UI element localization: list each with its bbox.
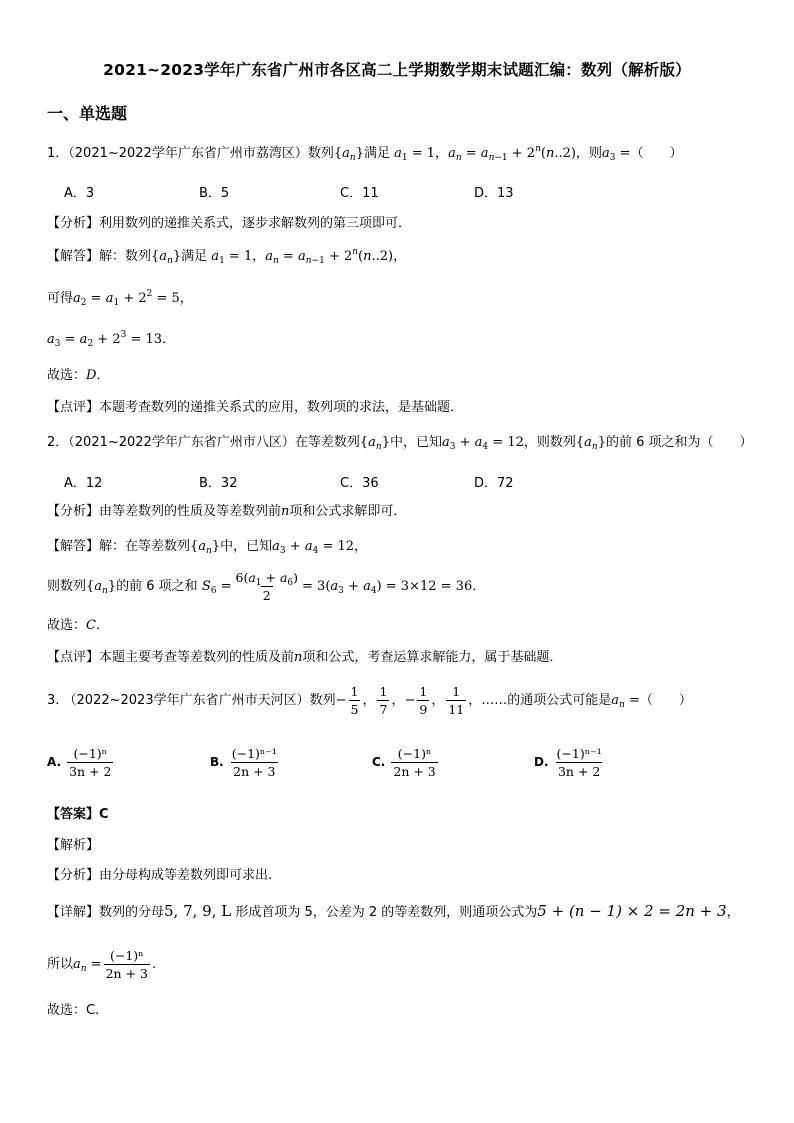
q1-option-a: A．3 <box>64 186 95 201</box>
q2-answer: 故选：C． <box>47 618 109 633</box>
q3-option-b: B. $\frac{\text{(−1)ⁿ⁻¹}}{2n + 3}$ <box>210 746 277 779</box>
q3-option-a: A. $\frac{\text{(−1)ⁿ}}{3n + 2}$ <box>47 746 112 779</box>
q3-option-c: C. $\frac{\text{(−1)ⁿ}}{2n + 3}$ <box>372 746 436 779</box>
q3-jiexi: 【解析】 <box>47 838 100 853</box>
q2-comment: 【点评】本题主要考查等差数列的性质及前n项和公式，考查运算求解能力，属于基础题． <box>47 650 563 665</box>
q1-option-b: B．5 <box>199 186 230 201</box>
document-title: 2021~2023学年广东省广州市各区高二上学期数学期末试题汇编：数列（解析版） <box>103 61 691 79</box>
q2-step: 则数列$\{a_n\}$的前 6 项之和 $S_6$ = $\frac{6(a_1 + a_6)}{2}$ = $3(a_3 + a_4) = 3\times 12 = 36$． <box>47 570 486 603</box>
q3-analysis: 【分析】由分母构成等差数列即可求出. <box>47 868 273 883</box>
q3-detail: 【详解】数列的分母5, 7, 9, L 形成首项为 5，公差为 2 的等差数列，则通项公式为5 + (n − 1) × 2 = 2n + 3， <box>47 902 740 920</box>
q3-stem: 3. （2022~2023学年广东省广州市天河区）数列− $\frac{1}{5}$ ， $\frac{1}{7}$ ，− $\frac{1}{9}$ ， $\frac{1}{11}$ ，……的通项公式可能是$a_n$ =（ ） <box>47 684 692 717</box>
q3-conclusion: 所以$a_n$ = $\frac{\text{(−1)ⁿ}}{2n + 3}$ . <box>47 948 157 981</box>
q3-answer-tag: 【答案】C <box>47 807 109 822</box>
q1-analysis: 【分析】利用数列的递推关系式，逐步求解数列的第三项即可． <box>47 216 412 231</box>
q1-stem: 1．（2021~2022学年广东省广州市荔湾区）数列$\{a_n\}$满足 $a_1 = 1$，$a_n = a_{n-1} + 2^n(n..2)$，则$a_3$ =（ ） <box>47 144 683 163</box>
q1-comment: 【点评】本题考查数列的递推关系式的应用，数列项的求法，是基础题． <box>47 400 464 415</box>
q1-option-c: C．11 <box>340 186 379 201</box>
q2-option-b: B．32 <box>199 476 238 491</box>
q3-answer: 故选：C. <box>47 1003 100 1018</box>
q1-answer: 故选：D． <box>47 368 110 383</box>
q2-analysis: 【分析】由等差数列的性质及等差数列前n项和公式求解即可． <box>47 504 407 519</box>
q3-term-1: $\frac{1}{5}$ <box>350 684 359 717</box>
q2-option-a: A．12 <box>64 476 103 491</box>
q3-final-fraction: $\frac{\text{(−1)ⁿ}}{2n + 3}$ <box>105 948 148 981</box>
q1-step-2: $a_3 = a_2 + 2^3 = 13$． <box>47 330 176 349</box>
q1-option-d: D．13 <box>474 186 514 201</box>
q3-term-4: $\frac{1}{11}$ <box>448 684 465 717</box>
q3-option-d: D. $\frac{\text{(−1)ⁿ⁻¹}}{3n + 2}$ <box>534 746 602 779</box>
q1-step-1: 可得$a_2 = a_1 + 2^2 = 5$， <box>47 289 193 308</box>
q3-term-3: $\frac{1}{9}$ <box>419 684 428 717</box>
q2-sum-fraction: $\frac{6(a_1 + a_6)}{2}$ <box>235 570 299 603</box>
q2-solution: 【解答】解：在等差数列$\{a_n\}$中，已知$a_3 + a_4 = 12$， <box>47 539 368 556</box>
q2-option-c: C．36 <box>340 476 379 491</box>
q1-solution: 【解答】解：数列$\{a_n\}$满足 $a_1 = 1$，$a_n = a_{n-1} + 2^n(n..2)$， <box>47 247 407 266</box>
q3-term-2: $\frac{1}{7}$ <box>379 684 388 717</box>
q2-stem: 2．（2021~2022学年广东省广州市八区）在等差数列$\{a_n\}$中，已知$a_3 + a_4 = 12$，则数列$\{a_n\}$的前 6 项之和为（ ） <box>47 435 753 452</box>
section-heading: 一、单选题 <box>47 104 128 123</box>
q2-option-d: D．72 <box>474 476 514 491</box>
